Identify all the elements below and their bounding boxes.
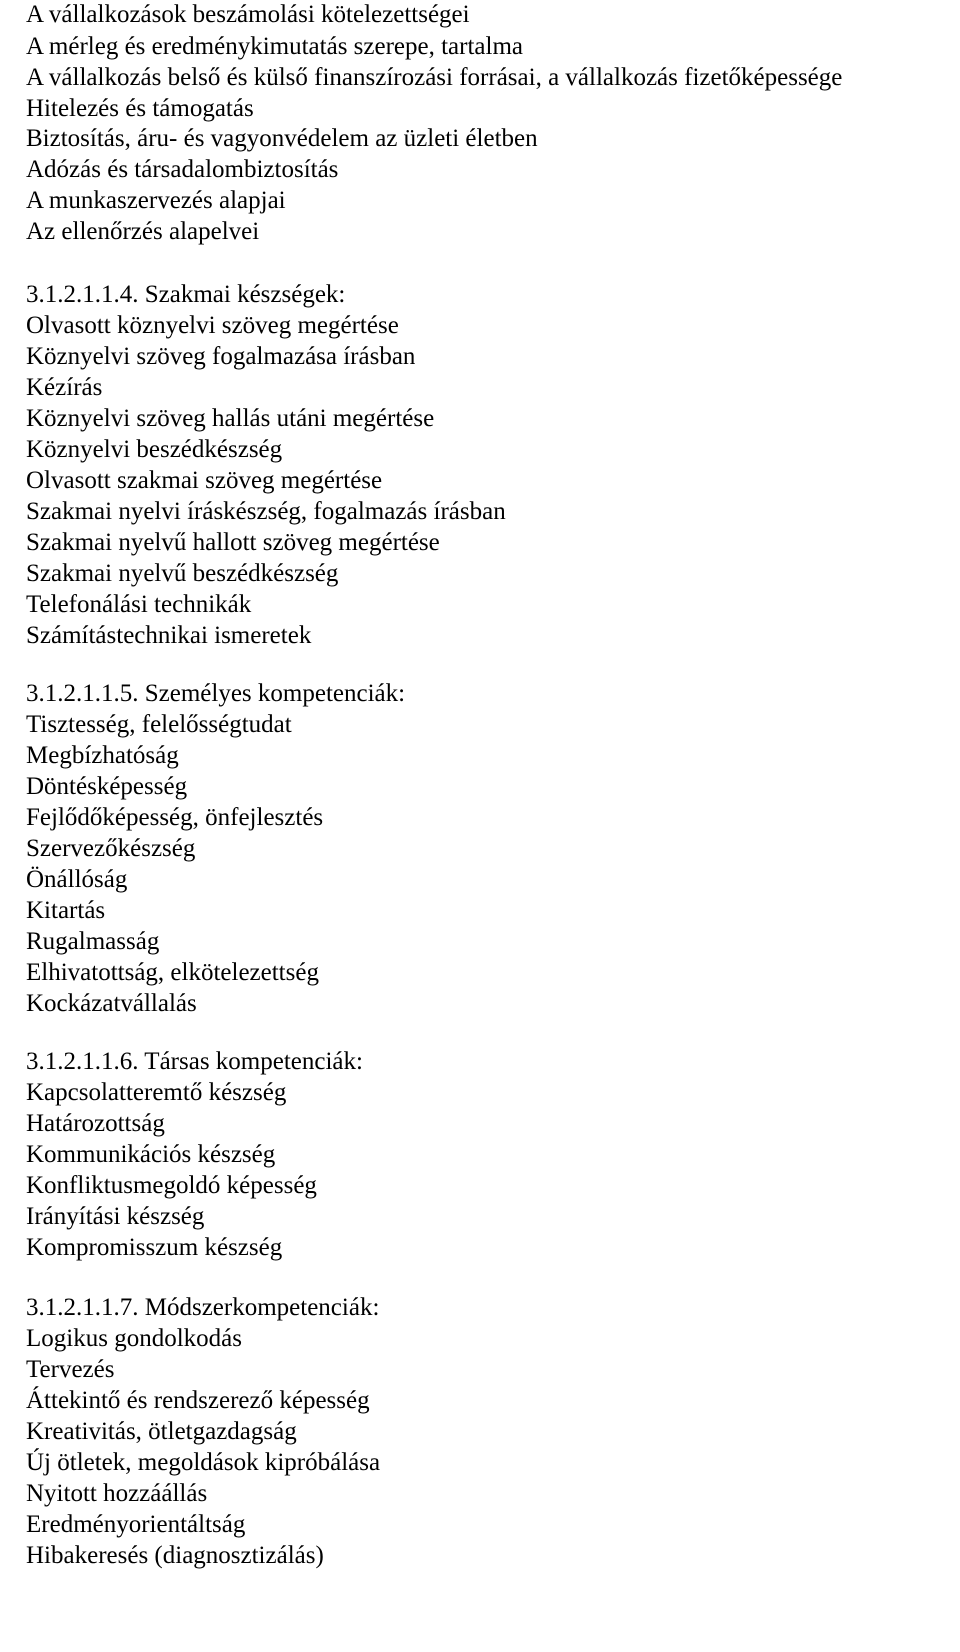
list-item: Döntésképesség — [26, 773, 188, 800]
list-item: Olvasott köznyelvi szöveg megértése — [26, 312, 399, 339]
intro-line: A vállalkozás belső és külső finanszírozási forrásai, a vállalkozás fizetőképessége — [26, 64, 843, 91]
section-heading: 3.1.2.1.1.5. Személyes kompetenciák: — [26, 680, 406, 707]
list-item: Önállóság — [26, 866, 128, 893]
intro-line: A munkaszervezés alapjai — [26, 187, 286, 214]
list-item: Konfliktusmegoldó képesség — [26, 1172, 317, 1199]
list-item: Megbízhatóság — [26, 742, 179, 769]
intro-line: Adózás és társadalombiztosítás — [26, 156, 339, 183]
list-item: Tisztesség, felelősségtudat — [26, 711, 292, 738]
list-item: Köznyelvi szöveg fogalmazása írásban — [26, 343, 416, 370]
list-item: Nyitott hozzáállás — [26, 1480, 208, 1507]
list-item: Új ötletek, megoldások kipróbálása — [26, 1449, 381, 1476]
intro-line: A mérleg és eredménykimutatás szerepe, tartalma — [26, 33, 524, 60]
list-item: Irányítási készség — [26, 1203, 205, 1230]
list-item: Kommunikációs készség — [26, 1141, 276, 1168]
list-item: Számítástechnikai ismeretek — [26, 622, 312, 649]
list-item: Határozottság — [26, 1110, 165, 1137]
list-item: Telefonálási technikák — [26, 591, 252, 618]
list-item: Kézírás — [26, 374, 103, 401]
list-item: Köznyelvi szöveg hallás utáni megértése — [26, 405, 435, 432]
list-item: Elhivatottság, elkötelezettség — [26, 959, 319, 986]
list-item: Kapcsolatteremtő készség — [26, 1079, 287, 1106]
intro-line: Biztosítás, áru- és vagyonvédelem az üzleti életben — [26, 125, 538, 152]
list-item: Fejlődőképesség, önfejlesztés — [26, 804, 324, 831]
list-item: Szakmai nyelvű beszédkészség — [26, 560, 339, 587]
list-item: Tervezés — [26, 1356, 115, 1383]
section-heading: 3.1.2.1.1.4. Szakmai készségek: — [26, 281, 346, 308]
list-item: Szakmai nyelvű hallott szöveg megértése — [26, 529, 440, 556]
intro-line: A vállalkozások beszámolási kötelezettségei — [26, 1, 470, 28]
list-item: Eredményorientáltság — [26, 1511, 246, 1538]
intro-line: Az ellenőrzés alapelvei — [26, 218, 260, 245]
list-item: Szakmai nyelvi íráskészség, fogalmazás írásban — [26, 498, 506, 525]
section-heading: 3.1.2.1.1.6. Társas kompetenciák: — [26, 1048, 363, 1075]
section-heading: 3.1.2.1.1.7. Módszerkompetenciák: — [26, 1294, 380, 1321]
list-item: Olvasott szakmai szöveg megértése — [26, 467, 383, 494]
list-item: Kompromisszum készség — [26, 1234, 283, 1261]
list-item: Rugalmasság — [26, 928, 160, 955]
list-item: Kitartás — [26, 897, 106, 924]
list-item: Szervezőkészség — [26, 835, 196, 862]
list-item: Áttekintő és rendszerező képesség — [26, 1387, 370, 1414]
list-item: Kreativitás, ötletgazdagság — [26, 1418, 297, 1445]
list-item: Hibakeresés (diagnosztizálás) — [26, 1542, 324, 1569]
intro-line: Hitelezés és támogatás — [26, 95, 254, 122]
list-item: Logikus gondolkodás — [26, 1325, 242, 1352]
list-item: Köznyelvi beszédkészség — [26, 436, 283, 463]
list-item: Kockázatvállalás — [26, 990, 197, 1017]
